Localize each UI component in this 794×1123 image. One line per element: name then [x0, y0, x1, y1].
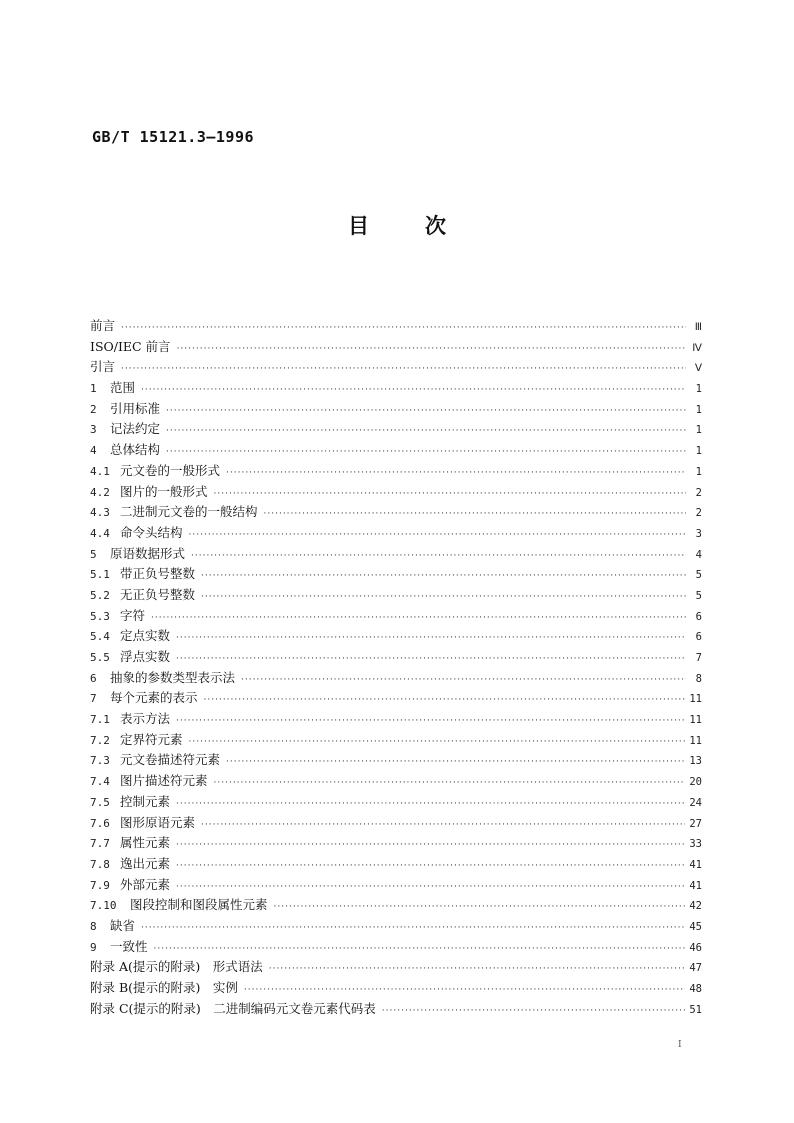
toc-entry[interactable] — [90, 978, 702, 999]
toc-entry-page: 1 — [695, 383, 702, 396]
toc-entry[interactable] — [90, 895, 702, 916]
toc-entry-title: 外部元素 — [120, 876, 171, 892]
toc-entry[interactable] — [90, 419, 702, 440]
toc-leader-dots — [176, 794, 685, 815]
toc-entry[interactable] — [90, 730, 702, 751]
toc-entry[interactable] — [90, 647, 702, 668]
toc-entry-number: 4.1 — [90, 464, 110, 478]
toc-entry-title: 表示方法 — [120, 711, 171, 727]
toc-entry-title: 字符 — [120, 607, 146, 623]
toc-entry[interactable] — [90, 606, 702, 627]
toc-entry-number: 4.4 — [90, 526, 110, 540]
toc-entry[interactable] — [90, 916, 702, 937]
toc-entry[interactable] — [90, 854, 702, 875]
toc-entry-number: 4 — [90, 444, 97, 458]
toc-entry[interactable] — [90, 502, 702, 523]
toc-entry-page: 42 — [689, 900, 702, 913]
toc-leader-dots — [204, 690, 686, 711]
toc-entry-page: 1 — [695, 424, 702, 437]
toc-entry-title: 二进制元文卷的一般结构 — [120, 504, 258, 520]
toc-entry-title: 带正负号整数 — [120, 566, 196, 582]
toc-entry-number: 7.9 — [90, 878, 110, 892]
toc-entry-title: 图片描述符元素 — [120, 773, 208, 789]
toc-entry-title: 属性元素 — [120, 835, 171, 851]
toc-entry[interactable] — [90, 875, 702, 896]
toc-entry-title: 命令头结构 — [120, 524, 183, 540]
toc-entry-page: Ⅴ — [694, 362, 702, 375]
toc-leader-dots — [382, 1001, 686, 1022]
toc-entry-number: 5.3 — [90, 609, 110, 623]
toc-entry-title: 浮点实数 — [120, 649, 171, 664]
toc-entry-page: 20 — [689, 776, 702, 789]
toc-entry-number: 8 — [90, 919, 97, 933]
toc-entry-number: 5.5 — [90, 651, 110, 664]
toc-entry[interactable] — [90, 957, 702, 978]
toc-leader-dots — [214, 484, 686, 505]
toc-entry-title: 无正负号整数 — [120, 586, 196, 602]
toc-entry[interactable] — [90, 937, 702, 958]
toc-entry-title: 抽象的参数类型表示法 — [110, 669, 236, 685]
toc-entry[interactable] — [90, 813, 702, 834]
toc-entry[interactable] — [90, 461, 702, 482]
toc-entry[interactable] — [90, 482, 702, 503]
toc-entry-page: 2 — [695, 507, 702, 520]
toc-entry-title: 图段控制和图段属性元素 — [130, 897, 268, 913]
toc-entry-title: 总体结构 — [110, 442, 161, 458]
toc-entry[interactable] — [90, 833, 702, 854]
toc-leader-dots — [176, 649, 686, 670]
toc-entry-number: 7.10 — [90, 899, 117, 913]
toc-entry[interactable] — [90, 709, 702, 730]
toc-entry-title: 附录 B(提示的附录) 实例 — [90, 980, 238, 995]
toc-entry-page: 11 — [689, 693, 702, 706]
toc-leader-dots — [226, 463, 686, 484]
toc-leader-dots — [121, 359, 686, 380]
toc-entry-title: 控制元素 — [120, 793, 171, 809]
toc-leader-dots — [177, 339, 686, 360]
toc-entry-page: 4 — [695, 548, 702, 561]
toc-entry-page: 2 — [695, 486, 702, 499]
toc-entry[interactable] — [90, 523, 702, 544]
page-title — [0, 210, 794, 240]
toc-leader-dots — [241, 670, 686, 691]
toc-entry-page: 5 — [695, 589, 702, 602]
toc-entry-title: 定点实数 — [120, 628, 171, 644]
toc-entry-number: 5.4 — [90, 630, 110, 644]
toc-entry[interactable] — [90, 316, 702, 337]
toc-leader-dots — [189, 732, 686, 753]
toc-entry-number: 7.2 — [90, 733, 110, 747]
toc-entry-page: 41 — [689, 879, 702, 892]
toc-leader-dots — [166, 401, 686, 422]
toc-entry-title: 引用标准 — [110, 400, 161, 416]
toc-leader-dots — [189, 525, 686, 546]
toc-entry[interactable] — [90, 792, 702, 813]
toc-entry-page: 6 — [695, 610, 702, 623]
toc-entry-number: 7.8 — [90, 857, 110, 871]
toc-entry[interactable] — [90, 668, 702, 689]
toc-entry-page: 24 — [689, 796, 702, 809]
toc-entry-title: 引言 — [90, 359, 116, 375]
toc-entry-title: ISO/IEC 前言 — [90, 338, 171, 354]
toc-entry-page: 27 — [689, 817, 702, 830]
toc-entry-number: 7.1 — [90, 713, 110, 727]
toc-entry-title: 缺省 — [110, 917, 136, 933]
toc-leader-dots — [141, 380, 686, 401]
toc-entry-number: 7.7 — [90, 837, 110, 851]
page-number: Ⅰ — [678, 1040, 682, 1050]
toc-leader-dots — [274, 897, 686, 918]
toc-leader-dots — [121, 318, 686, 339]
toc-leader-dots — [201, 566, 686, 587]
toc-entry-title: 前言 — [90, 318, 116, 333]
toc-entry[interactable] — [90, 357, 702, 378]
toc-entry-page: 11 — [689, 714, 702, 727]
toc-entry-number: 5.2 — [90, 588, 110, 602]
toc-entry-number: 1 — [90, 382, 97, 396]
toc-entry[interactable] — [90, 750, 702, 771]
toc-entry-page: 8 — [695, 672, 702, 685]
toc-entry-page: 1 — [695, 445, 702, 458]
toc-entry-page: 1 — [695, 465, 702, 478]
standard-code: GB/T 15121.3—1996 — [92, 128, 255, 146]
toc-entry-title: 元文卷的一般形式 — [120, 462, 221, 478]
toc-leader-dots — [201, 815, 685, 836]
toc-entry-number: 7.3 — [90, 754, 110, 768]
toc-entry-number: 5.1 — [90, 568, 110, 582]
toc-entry-page: 41 — [689, 858, 702, 871]
toc-entry-page: 3 — [695, 527, 702, 540]
toc-entry[interactable] — [90, 771, 702, 792]
toc-leader-dots — [176, 877, 685, 898]
toc-leader-dots — [176, 835, 685, 856]
toc-entry[interactable] — [90, 378, 702, 399]
toc-entry[interactable] — [90, 440, 702, 461]
toc-entry-page: 51 — [689, 1003, 702, 1016]
toc-entry-number: 3 — [90, 423, 97, 437]
toc-entry[interactable] — [90, 585, 702, 606]
toc-entry-page: 6 — [695, 631, 702, 644]
toc-entry-title: 图形原语元素 — [120, 814, 196, 830]
toc-leader-dots — [214, 773, 686, 794]
toc-entry-page: 47 — [689, 962, 702, 975]
toc-entry[interactable] — [90, 688, 702, 709]
toc-entry-title: 一致性 — [110, 938, 148, 954]
toc-leader-dots — [176, 711, 685, 732]
toc-entry-title: 元文卷描述符元素 — [120, 752, 221, 768]
toc-entry-number: 7.6 — [90, 816, 110, 830]
toc-entry-page: Ⅳ — [692, 341, 702, 354]
toc-entry-title: 附录 A(提示的附录) 形式语法 — [90, 959, 263, 975]
toc-entry-number: 4.2 — [90, 485, 110, 499]
toc-entry[interactable] — [90, 337, 702, 358]
toc-leader-dots — [176, 856, 685, 877]
toc-entry-number: 2 — [90, 402, 97, 416]
table-of-contents — [90, 316, 702, 1019]
toc-entry-title: 每个元素的表示 — [110, 690, 198, 706]
toc-entry-number: 9 — [90, 940, 97, 954]
toc-leader-dots — [166, 442, 686, 463]
toc-leader-dots — [269, 959, 686, 980]
toc-leader-dots — [264, 504, 686, 525]
toc-leader-dots — [244, 980, 685, 1001]
toc-leader-dots — [154, 939, 686, 960]
toc-leader-dots — [151, 608, 686, 629]
toc-entry-page: 46 — [689, 941, 702, 954]
toc-entry[interactable] — [90, 564, 702, 585]
toc-entry-page: 13 — [689, 755, 702, 768]
toc-entry-title: 定界符元素 — [120, 731, 183, 747]
toc-leader-dots — [176, 628, 686, 649]
toc-entry-number: 7.5 — [90, 795, 110, 809]
page-title-char-2: 次 — [425, 214, 446, 238]
toc-entry-title: 图片的一般形式 — [120, 483, 208, 499]
toc-entry[interactable] — [90, 626, 702, 647]
toc-entry[interactable] — [90, 544, 702, 565]
toc-entry-title: 逸出元素 — [120, 855, 171, 871]
toc-entry[interactable] — [90, 999, 702, 1020]
toc-entry-number: 7.4 — [90, 775, 110, 789]
toc-entry-page: 48 — [689, 983, 702, 995]
toc-entry-page: 11 — [689, 734, 702, 747]
toc-entry-page: Ⅲ — [694, 321, 702, 333]
toc-entry-page: 7 — [695, 652, 702, 664]
toc-entry-title: 记法约定 — [110, 421, 161, 437]
toc-entry-page: 45 — [689, 920, 702, 933]
toc-entry-number: 6 — [90, 671, 97, 685]
toc-entry-page: 1 — [695, 403, 702, 416]
toc-entry-page: 5 — [695, 569, 702, 582]
page-title-char-1: 目 — [348, 214, 369, 238]
toc-leader-dots — [191, 546, 686, 567]
toc-entry-number: 4.3 — [90, 506, 110, 520]
toc-entry-title: 范围 — [110, 380, 136, 396]
toc-leader-dots — [141, 918, 685, 939]
toc-entry-number: 5 — [90, 547, 97, 561]
toc-leader-dots — [166, 421, 686, 442]
toc-leader-dots — [226, 752, 685, 773]
toc-leader-dots — [201, 587, 686, 608]
toc-entry-title: 原语数据形式 — [110, 545, 186, 561]
toc-entry[interactable] — [90, 399, 702, 420]
toc-entry-title: 附录 C(提示的附录) 二进制编码元文卷元素代码表 — [90, 1000, 376, 1016]
toc-entry-number: 7 — [90, 692, 97, 706]
toc-entry-page: 33 — [689, 838, 702, 851]
